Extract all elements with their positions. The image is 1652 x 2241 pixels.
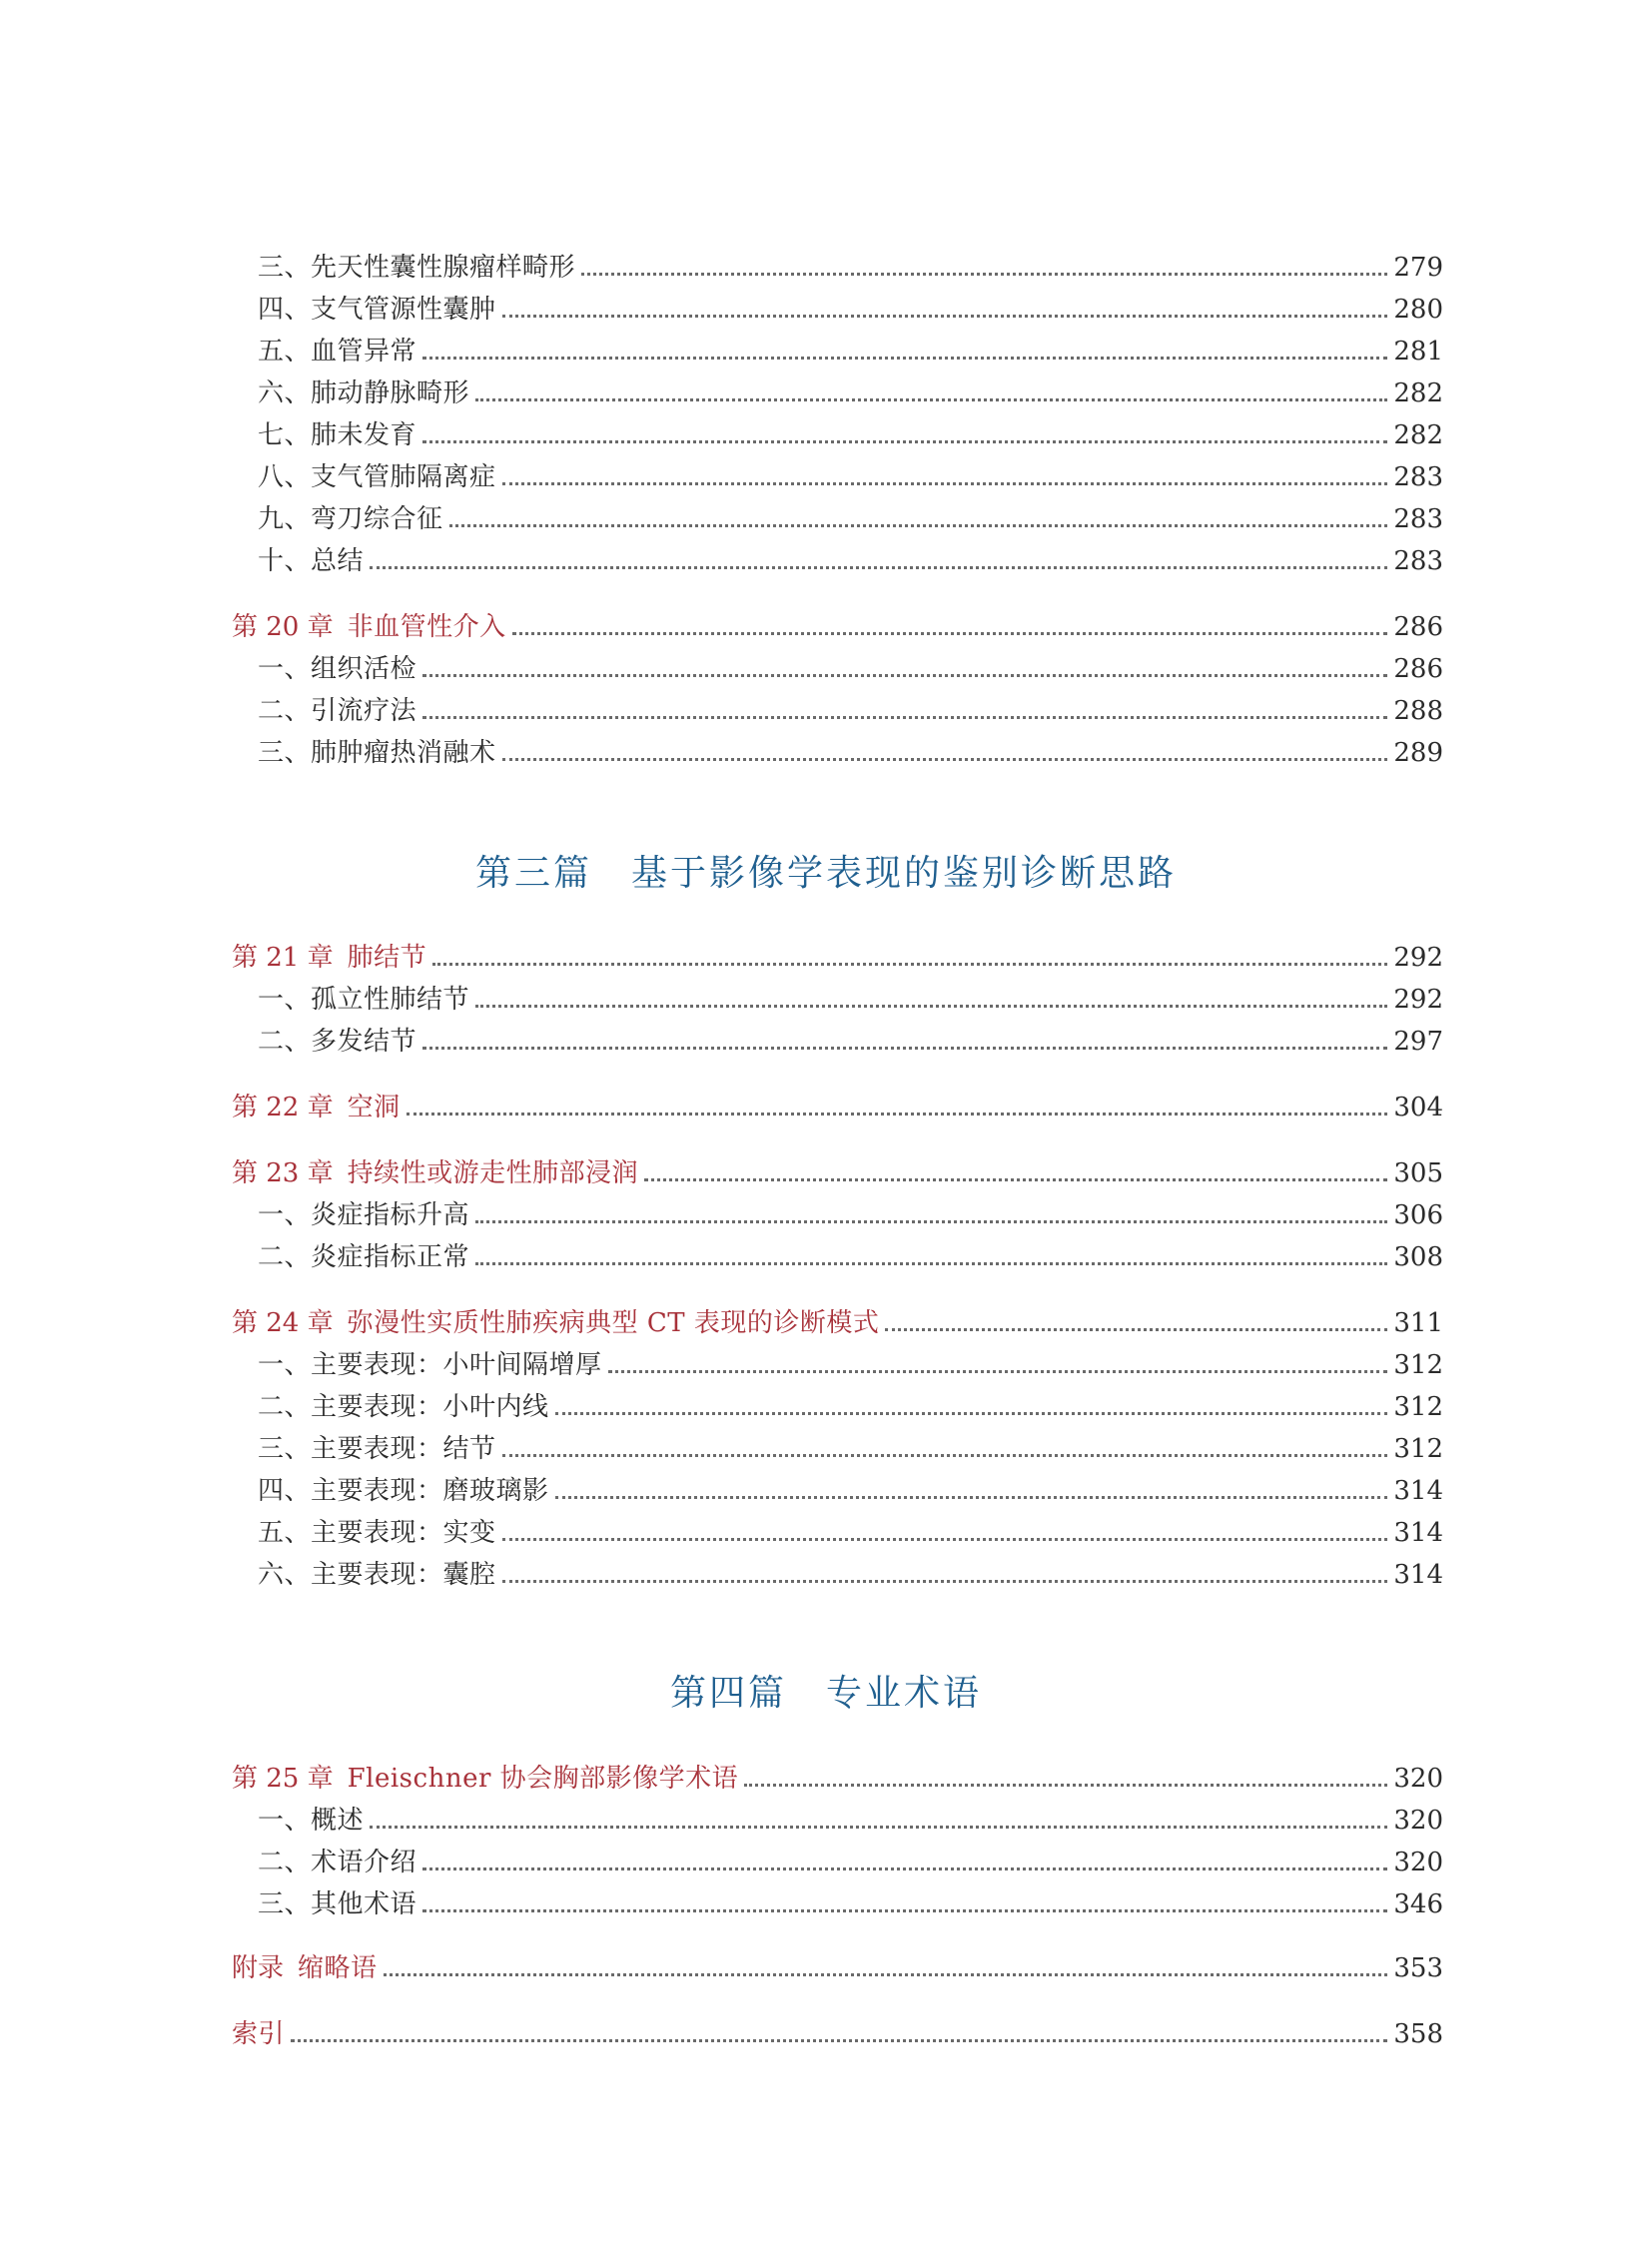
dot-leader	[644, 1178, 1387, 1181]
dot-leader	[291, 2039, 1387, 2042]
toc-chapter-entry[interactable]	[232, 934, 1443, 974]
entry-label: 肺结节	[347, 943, 427, 973]
toc-chapter-entry[interactable]	[232, 2010, 1443, 2050]
entry-title	[258, 737, 496, 769]
entry-label: 六、肺动静脉畸形	[258, 378, 470, 408]
page-number: 320	[1393, 1806, 1443, 1836]
part-3-title: 第三篇 基于影像学表现的鉴别诊断思路	[474, 853, 1177, 894]
entry-title	[258, 1433, 496, 1465]
toc-section-entry[interactable]	[258, 1797, 1443, 1837]
dot-leader	[502, 315, 1388, 318]
dot-leader	[885, 1328, 1387, 1331]
toc-chapter-entry[interactable]	[232, 603, 1443, 643]
entry-title	[258, 503, 443, 535]
page-number: 312	[1393, 1392, 1443, 1422]
entry-label: 一、主要表现：小叶间隔增厚	[258, 1350, 602, 1380]
dot-leader	[502, 758, 1388, 761]
page-number: 314	[1393, 1560, 1443, 1590]
chapter-number: 附录	[232, 1953, 285, 1983]
dot-leader	[449, 524, 1388, 527]
entry-label: 九、弯刀综合征	[258, 504, 443, 534]
dot-leader	[502, 1454, 1388, 1457]
page-number: 346	[1393, 1889, 1443, 1919]
entry-label: 十、总结	[258, 546, 365, 576]
entry-label: 空洞	[347, 1093, 401, 1122]
entry-title	[258, 1805, 364, 1837]
page-number: 314	[1393, 1476, 1443, 1506]
entry-label: 二、炎症指标正常	[258, 1242, 470, 1272]
toc-section-entry[interactable]	[258, 1233, 1443, 1273]
page-number: 306	[1393, 1200, 1443, 1230]
page-number: 281	[1393, 337, 1443, 367]
entry-title	[232, 1092, 401, 1123]
toc-section-entry[interactable]	[258, 1839, 1443, 1878]
toc-section-entry[interactable]	[258, 1383, 1443, 1423]
dot-leader	[370, 566, 1387, 569]
toc-section-entry[interactable]	[258, 286, 1443, 326]
entry-label: 索引	[232, 2019, 286, 2049]
page-number: 311	[1393, 1308, 1443, 1338]
entry-title	[258, 1847, 416, 1878]
entry-title	[258, 1475, 549, 1507]
page-number: 286	[1393, 654, 1443, 684]
entry-title	[258, 545, 364, 577]
entry-label: 七、肺未发育	[258, 420, 417, 450]
toc-section-entry[interactable]	[258, 328, 1443, 368]
entry-label: 持续性或游走性肺部浸润	[347, 1158, 639, 1188]
dot-leader	[422, 716, 1387, 719]
entry-label: 五、主要表现：实变	[258, 1518, 496, 1548]
toc-section-entry[interactable]	[258, 1467, 1443, 1507]
dot-leader	[422, 1909, 1387, 1912]
toc-section-entry[interactable]	[258, 645, 1443, 685]
page-number: 283	[1393, 462, 1443, 492]
dot-leader	[370, 1826, 1387, 1829]
entry-title	[232, 1763, 738, 1795]
entry-label: 二、引流疗法	[258, 696, 417, 726]
toc-section-entry[interactable]	[258, 1425, 1443, 1465]
page-number: 314	[1393, 1518, 1443, 1548]
page-number: 279	[1393, 253, 1443, 283]
chapter-number: 第 23 章	[232, 1158, 334, 1188]
toc-section-entry[interactable]	[258, 495, 1443, 535]
toc-chapter-entry[interactable]	[232, 1149, 1443, 1189]
toc-section-entry[interactable]	[258, 453, 1443, 493]
page-number: 289	[1393, 738, 1443, 768]
dot-leader	[422, 674, 1387, 677]
entry-title	[258, 252, 575, 284]
page-number: 282	[1393, 378, 1443, 408]
toc-section-entry[interactable]	[258, 1509, 1443, 1549]
entry-title	[232, 1157, 638, 1189]
dot-leader	[407, 1113, 1388, 1116]
entry-title	[258, 377, 469, 409]
page-number: 292	[1393, 985, 1443, 1015]
entry-label: 五、血管异常	[258, 337, 417, 367]
chapter-number: 第 21 章	[232, 943, 334, 973]
entry-title	[258, 1199, 469, 1231]
entry-title	[258, 695, 416, 727]
chapter-number: 第 22 章	[232, 1093, 334, 1122]
toc-chapter-entry[interactable]	[232, 1299, 1443, 1339]
dot-leader	[555, 1496, 1388, 1499]
entry-label: 非血管性介入	[347, 612, 506, 642]
toc-section-entry[interactable]	[258, 411, 1443, 451]
entry-label: 三、主要表现：结节	[258, 1434, 496, 1464]
entry-title	[258, 294, 496, 326]
entry-label: 三、肺肿瘤热消融术	[258, 738, 496, 768]
page-number: 283	[1393, 504, 1443, 534]
page-number: 308	[1393, 1242, 1443, 1272]
entry-title	[232, 2018, 285, 2050]
entry-title	[258, 1349, 602, 1381]
dot-leader	[422, 1047, 1387, 1050]
dot-leader	[422, 440, 1387, 443]
entry-label: 缩略语	[298, 1953, 378, 1983]
entry-label: 三、先天性囊性腺瘤样畸形	[258, 253, 576, 283]
dot-leader	[475, 1262, 1387, 1265]
chapter-number: 第 20 章	[232, 612, 334, 642]
entry-label: 一、炎症指标升高	[258, 1200, 470, 1230]
entry-label: 三、其他术语	[258, 1889, 417, 1919]
page-number: 286	[1393, 612, 1443, 642]
entry-title	[258, 461, 496, 493]
dot-leader	[502, 1580, 1388, 1583]
dot-leader	[422, 357, 1387, 360]
toc-chapter-entry[interactable]	[232, 1755, 1443, 1795]
entry-title	[258, 1559, 496, 1591]
dot-leader	[581, 273, 1387, 276]
dot-leader	[432, 963, 1387, 966]
toc-section-entry[interactable]	[258, 687, 1443, 727]
page-number: 280	[1393, 295, 1443, 325]
dot-leader	[475, 1005, 1387, 1008]
entry-title	[258, 1026, 416, 1058]
entry-label: 四、主要表现：磨玻璃影	[258, 1476, 549, 1506]
toc-chapter-entry[interactable]	[232, 1084, 1443, 1123]
toc-section-entry[interactable]	[258, 370, 1443, 409]
toc-section-entry[interactable]	[258, 1018, 1443, 1058]
entry-title	[232, 1307, 879, 1339]
page-number: 320	[1393, 1848, 1443, 1877]
dot-leader	[502, 482, 1388, 485]
entry-title	[258, 984, 469, 1016]
dot-leader	[475, 1220, 1387, 1223]
toc-section-entry[interactable]	[258, 1341, 1443, 1381]
page-number: 288	[1393, 696, 1443, 726]
entry-title	[258, 1391, 549, 1423]
toc-section-entry[interactable]	[258, 1880, 1443, 1920]
dot-leader	[512, 632, 1388, 635]
page-number: 312	[1393, 1434, 1443, 1464]
entry-label: 一、组织活检	[258, 654, 417, 684]
entry-title	[258, 653, 416, 685]
toc-chapter-entry[interactable]	[232, 1944, 1443, 1984]
entry-label: 一、孤立性肺结节	[258, 985, 470, 1015]
dot-leader	[744, 1784, 1387, 1787]
page-number: 297	[1393, 1027, 1443, 1057]
dot-leader	[422, 1868, 1387, 1870]
entry-label: 一、概述	[258, 1806, 365, 1836]
entry-label: 八、支气管肺隔离症	[258, 462, 496, 492]
toc-section-entry[interactable]	[258, 537, 1443, 577]
entry-label: 二、主要表现：小叶内线	[258, 1392, 549, 1422]
entry-label: 二、术语介绍	[258, 1848, 417, 1877]
page-number: 353	[1393, 1953, 1443, 1983]
page-number: 320	[1393, 1764, 1443, 1794]
entry-label: 四、支气管源性囊肿	[258, 295, 496, 325]
page-number: 358	[1393, 2019, 1443, 2049]
page-number: 304	[1393, 1093, 1443, 1122]
entry-label: 二、多发结节	[258, 1027, 417, 1057]
toc-section-entry[interactable]	[258, 729, 1443, 769]
entry-title	[232, 1952, 378, 1984]
toc-section-entry[interactable]	[258, 1191, 1443, 1231]
toc-section-entry[interactable]	[258, 976, 1443, 1016]
chapter-number: 第 25 章	[232, 1764, 334, 1794]
toc-section-entry[interactable]	[258, 244, 1443, 284]
entry-title	[258, 1241, 469, 1273]
entry-title	[232, 942, 426, 974]
entry-label: Fleischner 协会胸部影像学术语	[347, 1764, 739, 1794]
chapter-number: 第 24 章	[232, 1308, 334, 1338]
entry-label: 六、主要表现：囊腔	[258, 1560, 496, 1590]
dot-leader	[555, 1412, 1388, 1415]
page-number: 283	[1393, 546, 1443, 576]
dot-leader	[475, 398, 1387, 401]
page-number: 305	[1393, 1158, 1443, 1188]
entry-title	[258, 1888, 416, 1920]
entry-title	[232, 611, 506, 643]
dot-leader	[502, 1538, 1388, 1541]
entry-label: 弥漫性实质性肺疾病典型 CT 表现的诊断模式	[347, 1308, 880, 1338]
toc-section-entry[interactable]	[258, 1551, 1443, 1591]
dot-leader	[384, 1973, 1388, 1976]
entry-title	[258, 419, 416, 451]
entry-title	[258, 1517, 496, 1549]
entry-title	[258, 336, 416, 368]
page-number: 292	[1393, 943, 1443, 973]
part-4-title: 第四篇 专业术语	[669, 1673, 982, 1714]
dot-leader	[608, 1370, 1388, 1373]
page-number: 282	[1393, 420, 1443, 450]
page-number: 312	[1393, 1350, 1443, 1380]
